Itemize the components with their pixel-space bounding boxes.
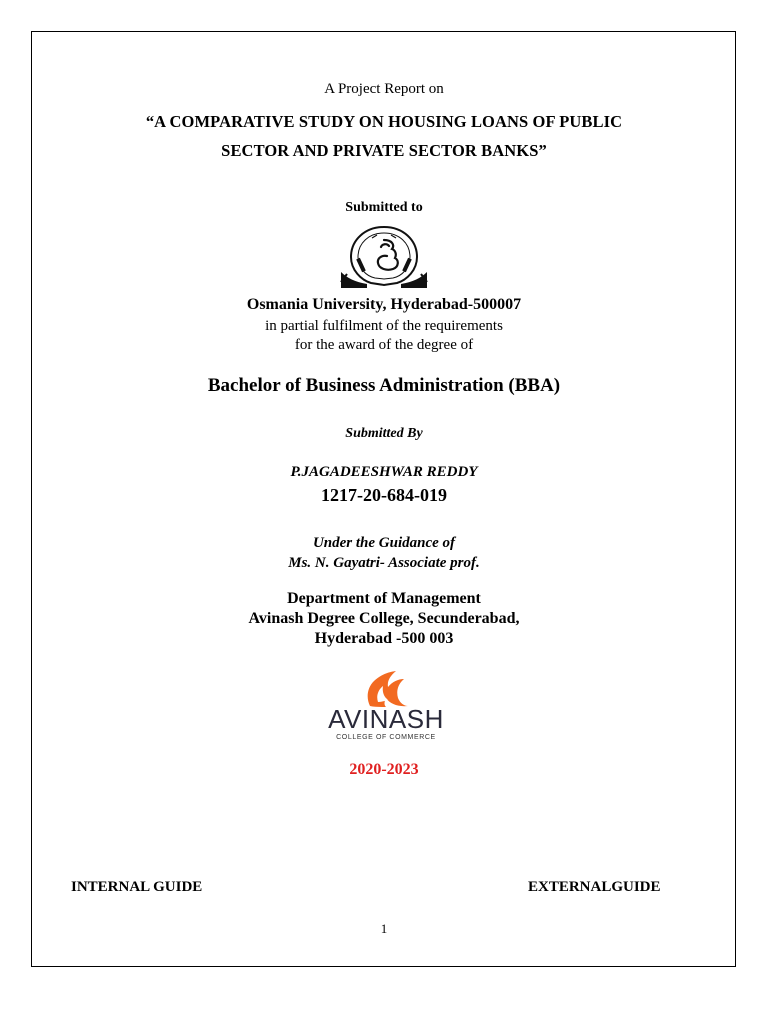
department-name: Department of Management	[287, 590, 481, 607]
external-guide-label: EXTERNALGUIDE	[528, 879, 661, 895]
logo-wordmark: AVINASH	[328, 704, 444, 734]
degree-name: Bachelor of Business Administration (BBA)	[207, 375, 561, 396]
report-intro: A Project Report on	[324, 81, 444, 97]
roll-number: 1217-20-684-019	[321, 485, 447, 505]
submitted-to-label: Submitted to	[345, 200, 423, 215]
submitted-by-label: Submitted By	[345, 426, 423, 441]
title-line-2: SECTOR AND PRIVATE SECTOR BANKS”	[221, 141, 547, 160]
partial-fulfilment-text: in partial fulfilment of the requirements	[265, 318, 503, 334]
title-line-1: “A COMPARATIVE STUDY ON HOUSING LOANS OF PUBLIC	[145, 112, 623, 131]
avinash-flame-mark-icon	[326, 668, 446, 708]
academic-years: 2020-2023	[349, 761, 419, 778]
page-number: 1	[380, 921, 388, 936]
guidance-label: Under the Guidance of	[312, 535, 456, 551]
guide-name: Ms. N. Gayatri- Associate prof.	[288, 555, 480, 571]
college-name: Avinash Degree College, Secunderabad,	[248, 610, 520, 627]
award-text: for the award of the degree of	[294, 337, 474, 353]
osmania-university-seal-icon	[337, 222, 431, 288]
avinash-college-logo-icon	[326, 668, 446, 746]
internal-guide-label: INTERNAL GUIDE	[71, 879, 203, 895]
university-name: Osmania University, Hyderabad-500007	[246, 296, 522, 313]
student-name: P.JAGADEESHWAR REDDY	[290, 464, 478, 480]
logo-subtitle: COLLEGE OF COMMERCE	[336, 734, 436, 741]
college-city: Hyderabad -500 003	[314, 630, 454, 647]
